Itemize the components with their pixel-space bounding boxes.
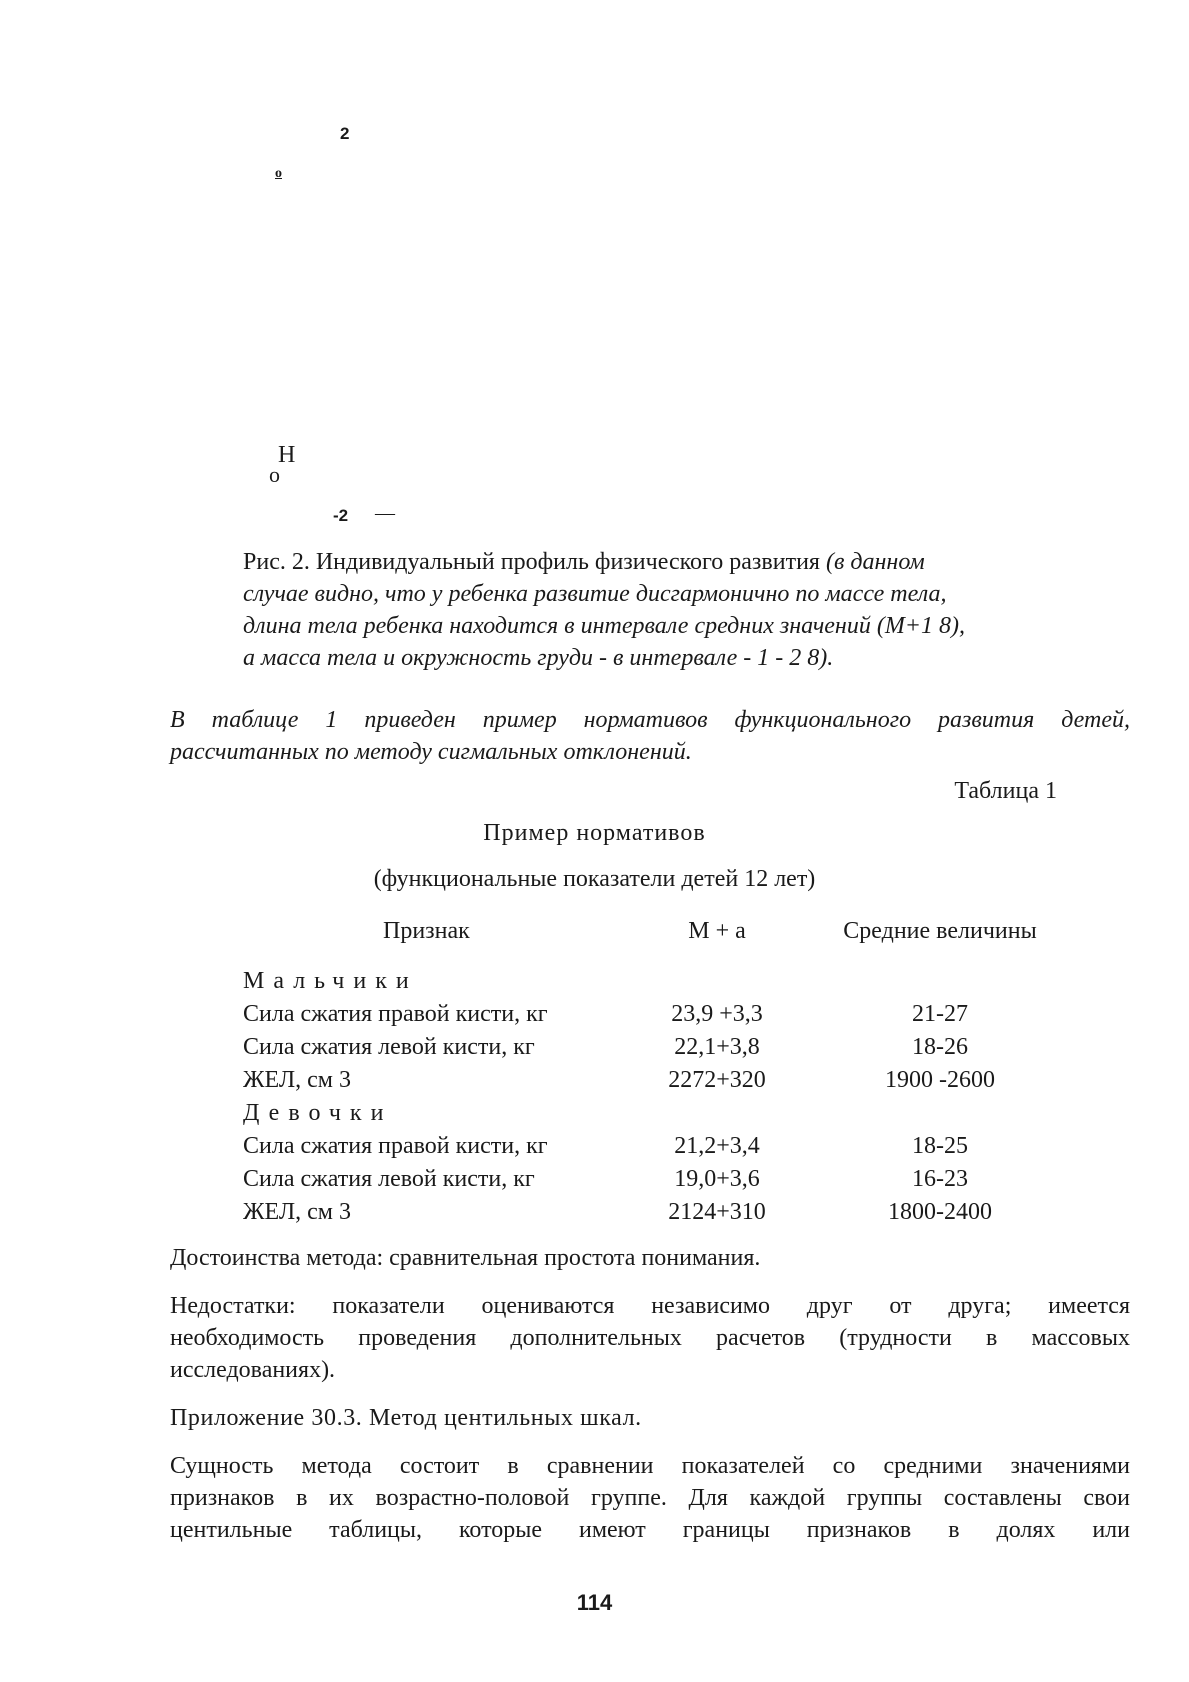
row-attribute: ЖЕЛ, см 3 bbox=[243, 1199, 351, 1225]
table-row bbox=[0, 1067, 1189, 1100]
table-row bbox=[0, 1001, 1189, 1034]
row-average-range: 18-25 bbox=[912, 1133, 968, 1159]
row-average-range: 1900 -2600 bbox=[885, 1067, 995, 1093]
essence-line-3: центильные таблицы, которые имеют границы признаков в долях или bbox=[170, 1517, 1130, 1543]
norms-table bbox=[0, 918, 1189, 1232]
disadvantages-line-2: необходимость проведения дополнительных расчетов (трудности в массовых bbox=[170, 1325, 1130, 1351]
caption-line-2: случае видно, что у ребенка развитие дисгармонично по массе тела, bbox=[243, 581, 947, 607]
row-average-range: 1800-2400 bbox=[888, 1199, 992, 1225]
figure-dash-mark: — bbox=[375, 502, 395, 524]
row-attribute: Сила сжатия правой кисти, кг bbox=[243, 1133, 548, 1159]
header-attribute: Признак bbox=[383, 918, 470, 944]
row-attribute: Сила сжатия правой кисти, кг bbox=[243, 1001, 548, 1027]
caption-italic-1: (в данном bbox=[825, 549, 925, 575]
row-mean-sigma: 21,2+3,4 bbox=[674, 1133, 760, 1159]
row-average-range: 16-23 bbox=[912, 1166, 968, 1192]
row-attribute: Сила сжатия левой кисти, кг bbox=[243, 1166, 535, 1192]
row-mean-sigma: 22,1+3,8 bbox=[674, 1034, 760, 1060]
table-row bbox=[0, 1133, 1189, 1166]
table-subtitle: (функциональные показатели детей 12 лет) bbox=[373, 866, 816, 892]
advantages-text: Достоинства метода: сравнительная простота понимания. bbox=[170, 1245, 761, 1271]
intro-line-1: В таблице 1 приведен пример нормативов функционального развития детей, bbox=[170, 707, 1130, 733]
row-mean-sigma: 23,9 +3,3 bbox=[671, 1001, 763, 1027]
appendix-text: Приложение 30.3. Метод центильных шкал. bbox=[170, 1405, 642, 1431]
essence-line-1: Сущность метода состоит в сравнении показателей со средними значениями bbox=[170, 1453, 1130, 1479]
row-attribute: ЖЕЛ, см 3 bbox=[243, 1067, 351, 1093]
row-mean-sigma: 19,0+3,6 bbox=[674, 1166, 760, 1192]
caption-line-4: а масса тела и окружность груди - в интервале - 1 - 2 8). bbox=[243, 645, 834, 671]
figure-label-h: Н bbox=[278, 442, 296, 468]
disadvantages-line-3: исследованиях). bbox=[170, 1357, 336, 1383]
group-row-boys bbox=[0, 968, 1189, 1001]
table-label: Таблица 1 bbox=[954, 778, 1057, 804]
row-average-range: 18-26 bbox=[912, 1034, 968, 1060]
essence-line-2: признаков в их возрастно-половой группе. Для каждой группы составлены свои bbox=[170, 1485, 1130, 1511]
caption-lead: Рис. 2. Индивидуальный профиль физического развития bbox=[243, 549, 826, 575]
group-label-boys: Мальчики bbox=[243, 968, 418, 994]
table-title: Пример нормативов bbox=[483, 820, 706, 846]
row-average-range: 21-27 bbox=[912, 1001, 968, 1027]
advantages-paragraph bbox=[170, 1242, 1130, 1274]
group-row-girls bbox=[0, 1100, 1189, 1133]
figure-caption bbox=[243, 546, 1123, 674]
page-number: 114 bbox=[576, 1590, 613, 1615]
appendix-heading bbox=[170, 1402, 1130, 1434]
intro-paragraph bbox=[170, 704, 1130, 768]
essence-paragraph bbox=[170, 1450, 1130, 1546]
figure-axis-tick-top: 2 bbox=[340, 124, 350, 143]
table-row bbox=[0, 1199, 1189, 1232]
disadvantages-line-1: Недостатки: показатели оцениваются независимо друг от друга; имеется bbox=[170, 1293, 1130, 1319]
header-average-values: Средние величины bbox=[843, 918, 1037, 944]
header-mean-sigma: М + а bbox=[688, 918, 746, 944]
row-attribute: Сила сжатия левой кисти, кг bbox=[243, 1034, 535, 1060]
figure-label-o: о bbox=[269, 462, 280, 487]
figure-axis-tick-bottom: -2 bbox=[333, 506, 349, 525]
table-header-row bbox=[0, 918, 1189, 968]
group-label-girls: Девочки bbox=[243, 1100, 393, 1126]
intro-line-2: рассчитанных по методу сигмальных отклонений. bbox=[170, 739, 692, 765]
table-row bbox=[0, 1034, 1189, 1067]
disadvantages-paragraph bbox=[170, 1290, 1130, 1386]
caption-line-1 bbox=[243, 546, 1123, 578]
figure-label-top: o bbox=[275, 166, 282, 181]
caption-line-3: длина тела ребенка находится в интервале средних значений (М+1 8), bbox=[243, 613, 965, 639]
row-mean-sigma: 2272+320 bbox=[668, 1067, 766, 1093]
row-mean-sigma: 2124+310 bbox=[668, 1199, 766, 1225]
table-row bbox=[0, 1166, 1189, 1199]
